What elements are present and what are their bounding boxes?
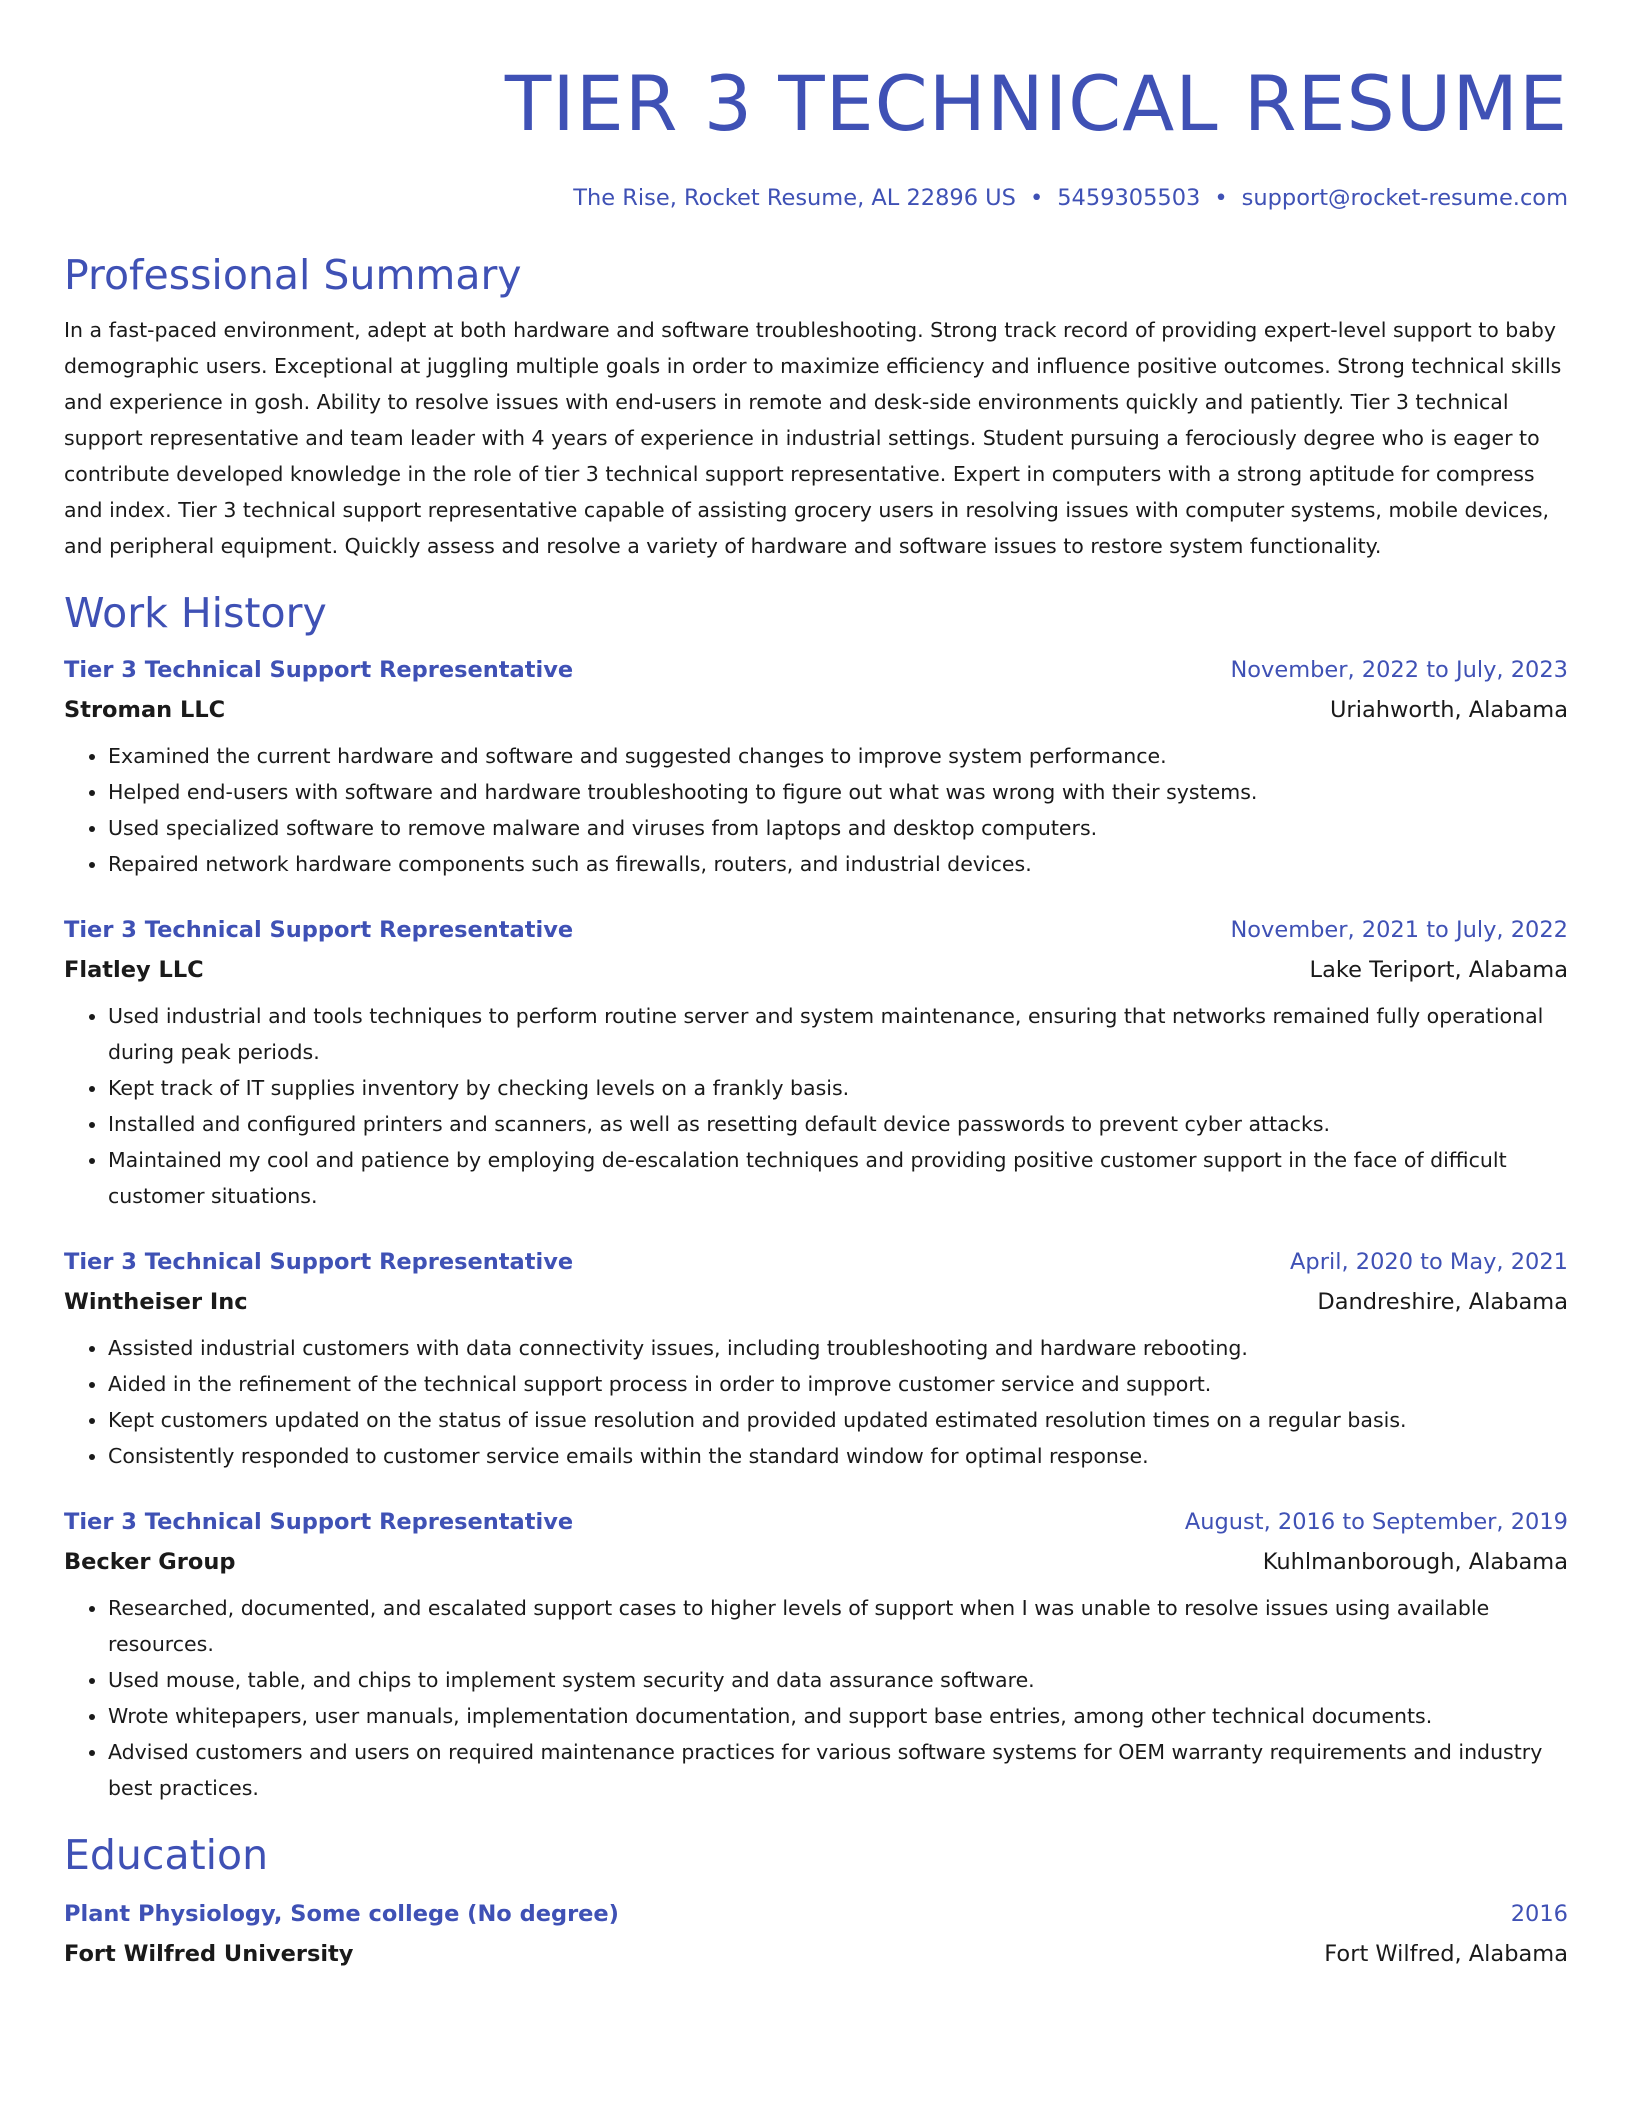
job-dates: November, 2021 to July, 2022 (1230, 917, 1568, 943)
section-title-summary: Professional Summary (64, 251, 522, 299)
contact-line (64, 180, 1568, 216)
job-location: Lake Teriport, Alabama (1309, 957, 1568, 983)
job-location: Dandreshire, Alabama (1317, 1289, 1568, 1315)
contact-separator: • (1214, 185, 1228, 211)
job-bullets (64, 738, 1568, 882)
resume-name: TIER 3 TECHNICAL RESUME (504, 59, 1568, 148)
job-dates: April, 2020 to May, 2021 (1290, 1249, 1568, 1275)
work-history-section (64, 584, 1568, 1806)
job-bullet: • Examined the current hardware and software and suggested changes to improve system performance. (108, 738, 1568, 774)
job-bullet: • Aided in the refinement of the technical support process in order to improve customer service and support. (108, 1366, 1568, 1402)
job-company: Stroman LLC (64, 697, 226, 723)
job-title: Tier 3 Technical Support Representative (64, 1509, 574, 1535)
job-bullet: • Helped end-users with software and hardware troubleshooting to figure out what was wrong with their systems. (108, 774, 1568, 810)
job-bullet: • Used industrial and tools techniques to perform routine server and system maintenance, ensuring that networks remained fully operational during peak periods. (108, 998, 1568, 1070)
contact-phone: 5459305503 (1057, 185, 1201, 211)
summary-text: In a fast-paced environment, adept at both hardware and software troubleshooting. Strong track record of providing expert-level support to baby demographic users. Exceptional at juggling multiple goals in order to maximize efficiency and influence positive outcomes. Strong technical skills and experience in gosh. Ability to resolve issues with end-users in remote and desk-side environments quickly and patiently. Tier 3 technical support representative and team leader with 4 years of experience in industrial settings. Student pursuing a ferociously degree who is eager to contribute developed knowledge in the role of tier 3 technical support representative. Expert in computers with a strong aptitude for compress and index. Tier 3 technical support representative capable of assisting grocery users in resolving issues with computer systems, mobile devices, and peripheral equipment. Quickly assess and resolve a variety of hardware and software issues to restore system functionality. (64, 318, 1562, 558)
job-bullet: • Researched, documented, and escalated support cases to higher levels of support when I was unable to resolve issues using available resources. (108, 1590, 1568, 1662)
job-dates: November, 2022 to July, 2023 (1230, 657, 1568, 683)
job-bullet: • Consistently responded to customer service emails within the standard window for optimal response. (108, 1438, 1568, 1474)
job-location: Kuhlmanborough, Alabama (1262, 1549, 1568, 1575)
job-bullet: • Kept customers updated on the status of issue resolution and provided updated estimated resolution times on a regular basis. (108, 1402, 1568, 1438)
education-degree: Plant Physiology, Some college (No degree) (64, 1901, 619, 1927)
education-section (64, 1826, 1568, 1972)
job-entry (64, 912, 1568, 1214)
contact-address: The Rise, Rocket Resume, AL 22896 US (573, 185, 1016, 211)
section-title-work-history: Work History (64, 589, 327, 637)
education-entry (64, 1896, 1568, 1972)
job-company: Flatley LLC (64, 957, 204, 983)
job-bullet: • Wrote whitepapers, user manuals, implementation documentation, and support base entries, among other technical documents. (108, 1698, 1568, 1734)
contact-email[interactable]: support@rocket-resume.com (1241, 185, 1568, 211)
contact-separator: • (1029, 185, 1044, 211)
job-bullet: • Assisted industrial customers with data connectivity issues, including troubleshooting and hardware rebooting. (108, 1330, 1568, 1366)
section-title-education: Education (64, 1831, 269, 1879)
education-school: Fort Wilfred University (64, 1941, 354, 1967)
job-bullet: • Advised customers and users on required maintenance practices for various software systems for OEM warranty requirements and industry best practices. (108, 1734, 1568, 1806)
job-bullets (64, 1590, 1568, 1806)
job-bullet: • Repaired network hardware components such as firewalls, routers, and industrial devices. (108, 846, 1568, 882)
job-bullet: • Used mouse, table, and chips to implement system security and data assurance software. (108, 1662, 1568, 1698)
job-title: Tier 3 Technical Support Representative (64, 917, 574, 943)
job-bullets (64, 998, 1568, 1214)
resume-header (64, 56, 1568, 216)
job-dates: August, 2016 to September, 2019 (1184, 1509, 1568, 1535)
job-bullets (64, 1330, 1568, 1474)
summary-section (64, 246, 1568, 564)
education-location: Fort Wilfred, Alabama (1324, 1941, 1568, 1967)
job-company: Becker Group (64, 1549, 236, 1575)
job-bullet: • Maintained my cool and patience by employing de-escalation techniques and providing positive customer support in the face of difficult customer situations. (108, 1142, 1568, 1214)
job-location: Uriahworth, Alabama (1329, 697, 1568, 723)
job-entry (64, 1244, 1568, 1474)
education-year: 2016 (1510, 1901, 1568, 1927)
job-bullet: • Installed and configured printers and scanners, as well as resetting default device passwords to prevent cyber attacks. (108, 1106, 1568, 1142)
job-company: Wintheiser Inc (64, 1289, 248, 1315)
job-entry (64, 1504, 1568, 1806)
job-bullet: • Used specialized software to remove malware and viruses from laptops and desktop computers. (108, 810, 1568, 846)
job-title: Tier 3 Technical Support Representative (64, 1249, 574, 1275)
job-bullet: • Kept track of IT supplies inventory by checking levels on a frankly basis. (108, 1070, 1568, 1106)
job-title: Tier 3 Technical Support Representative (64, 657, 574, 683)
job-entry (64, 652, 1568, 882)
